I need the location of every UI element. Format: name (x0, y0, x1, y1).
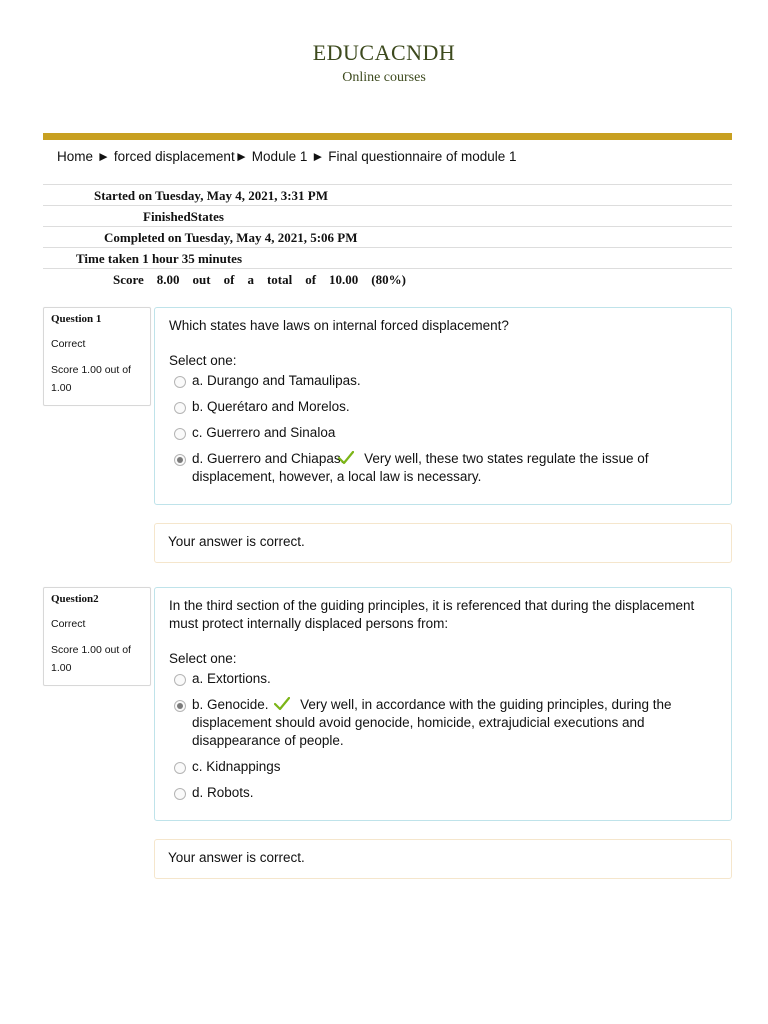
summary-row-started (43, 184, 732, 205)
breadcrumb-trail[interactable]: Home ► forced displacement► Module 1 ► Final questionnaire of module 1 (57, 149, 517, 164)
radio-button-checked[interactable] (174, 454, 186, 466)
state-text: FinishedStates (143, 209, 224, 224)
time-taken-text: Time taken 1 hour 35 minutes (76, 251, 243, 266)
answer-option[interactable] (169, 784, 731, 802)
question-1-outcome (154, 523, 732, 563)
check-icon (274, 697, 290, 711)
answer-option[interactable] (169, 398, 731, 416)
option-label: d. Guerrero and Chiapas. (192, 451, 345, 466)
breadcrumb (57, 149, 517, 164)
option-label: c. Guerrero and Sinaloa (192, 425, 336, 440)
radio-button[interactable] (174, 402, 186, 414)
question-grade: Score 1.00 out of 1.00 (51, 364, 131, 394)
site-title[interactable]: EDUCACNDH (312, 40, 456, 65)
completed-text: Completed on Tuesday, May 4, 2021, 5:06 PM (104, 230, 358, 245)
question-1-info (43, 307, 151, 406)
option-label: a. Extortions. (192, 671, 271, 686)
attempt-summary (43, 184, 732, 289)
select-one-prompt: Select one: (169, 353, 237, 368)
question-state: Correct (51, 338, 86, 350)
site-header (0, 40, 768, 86)
question-state: Correct (51, 618, 86, 630)
option-label: c. Kidnappings (192, 759, 281, 774)
radio-button[interactable] (174, 762, 186, 774)
answer-options (169, 670, 731, 802)
question-2-content (154, 587, 732, 821)
summary-row-state (43, 205, 732, 226)
radio-button[interactable] (174, 788, 186, 800)
radio-button[interactable] (174, 428, 186, 440)
question-grade: Score 1.00 out of 1.00 (51, 644, 131, 674)
site-subtitle: Online courses (342, 70, 426, 85)
summary-row-score (43, 268, 732, 289)
question-1-content (154, 307, 732, 505)
answer-option-selected[interactable] (169, 696, 731, 750)
radio-button[interactable] (174, 674, 186, 686)
select-one-prompt: Select one: (169, 651, 237, 666)
option-feedback: Very well, in accordance with the guiding principles, during the displacement should avoid genocide, homicide, extrajudicial executions and disappearance of people. (192, 697, 672, 748)
answer-option[interactable] (169, 758, 731, 776)
question-2-outcome (154, 839, 732, 879)
summary-row-completed (43, 226, 732, 247)
summary-row-time (43, 247, 732, 268)
question-number: Question 1 (51, 313, 102, 325)
check-icon (338, 451, 354, 465)
answer-option-selected[interactable] (169, 450, 731, 486)
question-text: Which states have laws on internal forced displacement? (169, 318, 509, 333)
answer-option[interactable] (169, 670, 731, 688)
outcome-text: Your answer is correct. (168, 850, 305, 865)
question-2-info (43, 587, 151, 686)
score-text: Score 8.00 out of a total of 10.00 (80%) (113, 272, 406, 287)
answer-options (169, 372, 731, 486)
radio-button-checked[interactable] (174, 700, 186, 712)
question-text: In the third section of the guiding principles, it is referenced that during the displacement must protect internally displaced persons from: (169, 598, 695, 631)
option-feedback: Very well, these two states regulate the issue of displacement, however, a local law is necessary. (192, 451, 649, 484)
option-label: b. Genocide. (192, 697, 269, 712)
outcome-text: Your answer is correct. (168, 534, 305, 549)
answer-option[interactable] (169, 372, 731, 390)
question-number: Question2 (51, 593, 99, 605)
option-label: b. Querétaro and Morelos. (192, 399, 350, 414)
answer-option[interactable] (169, 424, 731, 442)
radio-button[interactable] (174, 376, 186, 388)
started-text: Started on Tuesday, May 4, 2021, 3:31 PM (94, 188, 329, 203)
option-label: d. Robots. (192, 785, 254, 800)
header-divider-bar (43, 133, 732, 140)
option-label: a. Durango and Tamaulipas. (192, 373, 361, 388)
